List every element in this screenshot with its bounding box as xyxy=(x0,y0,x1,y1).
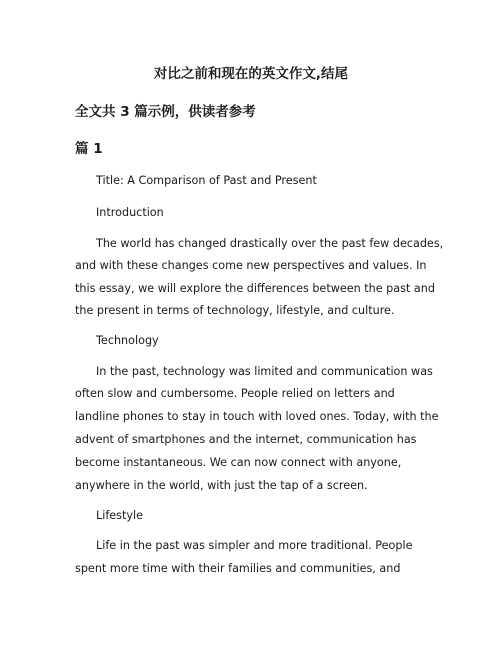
paragraph-line: and with these changes come new perspectives and values. In xyxy=(75,259,427,272)
paragraph-line: advent of smartphones and the internet, communication has xyxy=(75,433,417,446)
paragraph-line: The world has changed drastically over the past few decades, xyxy=(96,237,444,250)
document-title: 对比之前和现在的英文作文,结尾 xyxy=(153,66,349,82)
paragraph-line: Life in the past was simpler and more traditional. People xyxy=(96,539,413,552)
paragraph-line: In the past, technology was limited and communication was xyxy=(96,365,433,378)
section-heading: 篇 1 xyxy=(75,141,103,157)
document-subtitle: 全文共 3 篇示例，供读者参考 xyxy=(75,104,256,120)
paragraph-line: the present in terms of technology, lifestyle, and culture. xyxy=(75,304,395,317)
essay-title-line: Title: A Comparison of Past and Present xyxy=(96,174,317,187)
paragraph-line: become instantaneous. We can now connect with anyone, xyxy=(75,456,402,469)
paragraph-line: this essay, we will explore the differences between the past and xyxy=(75,282,435,295)
paragraph-line: landline phones to stay in touch with loved ones. Today, with the xyxy=(75,410,439,423)
heading-technology: Technology xyxy=(96,334,159,347)
heading-introduction: Introduction xyxy=(96,206,164,219)
heading-lifestyle: Lifestyle xyxy=(96,509,143,522)
paragraph-line: spent more time with their families and communities, and xyxy=(75,562,401,575)
paragraph-line: often slow and cumbersome. People relied on letters and xyxy=(75,387,395,400)
paragraph-line: anywhere in the world, with just the tap of a screen. xyxy=(75,479,368,492)
